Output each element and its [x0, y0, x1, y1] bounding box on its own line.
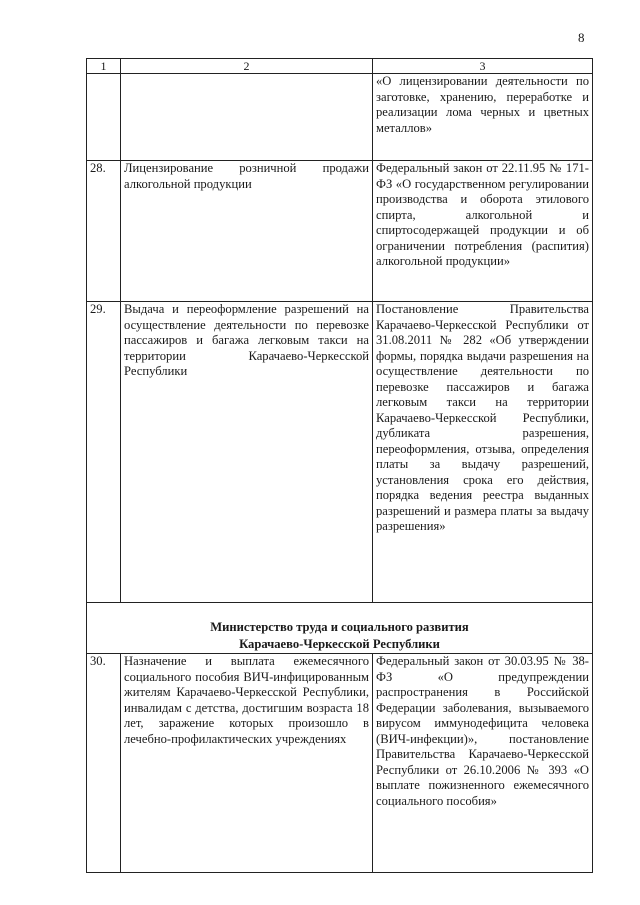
service-name: Лицензирование розничной продажи алкогольной продукции — [121, 161, 373, 302]
section-spacer-row — [87, 603, 593, 620]
section-header-row — [87, 619, 593, 654]
row-number — [87, 74, 121, 161]
table-row — [87, 74, 593, 161]
section-title-line1: Министерство труда и социального развития — [210, 620, 469, 634]
row-number: 30. — [87, 654, 121, 873]
legal-basis: Постановление Правительства Карачаево-Черкесской Республики от 31.08.2011 № 282 «Об утверждении формы, порядка выдачи разрешения на осуществление деятельности по перевозке пассажиров и багажа легковым такси на территории Карачаево-Черкесской Республики, дубликата разрешения, переоформления, отзыва, определения платы за выдачу разрешений, установления срока его действия, порядка ведения реестра выданных разрешений и размера платы за выдачу разрешения» — [373, 302, 593, 603]
table-header-row — [87, 59, 593, 74]
column-header-1: 1 — [87, 59, 121, 74]
section-header — [87, 619, 593, 654]
row-number: 29. — [87, 302, 121, 603]
legal-basis: «О лицензировании деятельности по заготовке, хранению, переработке и реализации лома черных и цветных металлов» — [373, 74, 593, 161]
service-name — [121, 74, 373, 161]
table-row — [87, 654, 593, 873]
legal-basis: Федеральный закон от 22.11.95 № 171-ФЗ «О государственном регулировании производства и оборота этилового спирта, алкогольной и спиртосодержащей продукции и об ограничении потребления (распития) алкогольной продукции» — [373, 161, 593, 302]
column-header-2: 2 — [121, 59, 373, 74]
legal-basis: Федеральный закон от 30.03.95 № 38-ФЗ «О предупреждении распространения в Российской Федерации заболевания, вызываемого вирусом иммунодефицита человека (ВИЧ-инфекции)», постановление Правительства Карачаево-Черкесской Республики от 26.10.2006 № 393 «О выплате пожизненного ежемесячного социального пособия» — [373, 654, 593, 873]
services-table — [86, 58, 593, 873]
section-spacer — [87, 603, 593, 620]
table-row — [87, 161, 593, 302]
row-number: 28. — [87, 161, 121, 302]
service-name: Назначение и выплата ежемесячного социального пособия ВИЧ-инфицированным жителям Карачаево-Черкесской Республики, инвалидам с детства, достигшим возраста 18 лет, заражение которых произошло в лечебно-профилактических учреждениях — [121, 654, 373, 873]
service-name: Выдача и переоформление разрешений на осуществление деятельности по перевозке пассажиров и багажа легковым такси на территории Карачаево-Черкесской Республики — [121, 302, 373, 603]
table-row — [87, 302, 593, 603]
section-title-line2: Карачаево-Черкесской Республики — [239, 637, 440, 651]
column-header-3: 3 — [373, 59, 593, 74]
page-number: 8 — [578, 30, 585, 45]
